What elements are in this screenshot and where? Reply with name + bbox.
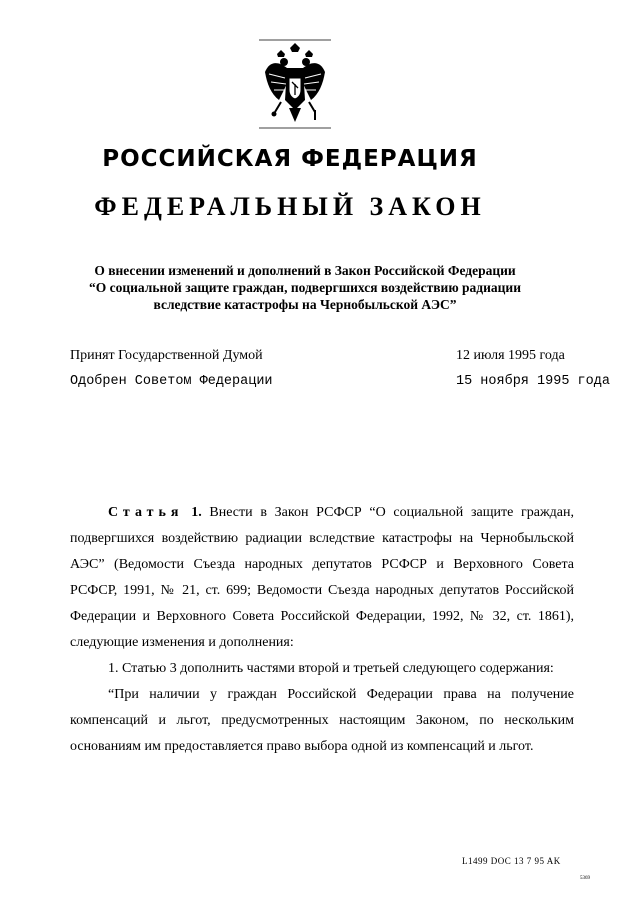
article-number: 1.	[191, 505, 202, 520]
page-mark: 5369	[580, 876, 590, 881]
country-heading: РОССИЙСКАЯ ФЕДЕРАЦИЯ	[102, 146, 478, 172]
adoption-duma-label: Принят Государственной Думой	[70, 348, 263, 363]
russian-coat-of-arms-icon	[257, 38, 333, 130]
law-title-line: О внесении изменений и дополнений в Закон Российской Федерации	[94, 263, 516, 278]
law-title-line: вследствие катастрофы на Чернобыльской АЭС”	[153, 297, 457, 312]
document-code: L1499 DOC 13 7 95 AK	[462, 856, 561, 866]
article-word: Статья	[108, 505, 184, 520]
article-1-intro: Внести в Закон РСФСР “О социальной защите граждан, подвергшихся воздействию радиации вследствие катастрофы на Чернобыльской АЭС” (Ведомости Съезда народных депутатов РСФСР и Верховного Совета РСФСР, 1991, № 21, ст. 699; Ведомости Съезда народных депутатов Российской Федерации и Верховного Совета Российской Федерации, 1992, № 32, ст. 1861), следующие изменения и дополнения:	[70, 505, 575, 650]
article-body	[70, 500, 574, 760]
quote-paragraph: “При наличии у граждан Российской Федерации права на получение компенсаций и льгот, предусмотренных настоящим Законом, по нескольким основаниям им предоставляется право выбора одной из компенсаций и льгот.	[70, 687, 574, 754]
document-type-heading: ФЕДЕРАЛЬНЫЙ ЗАКОН	[94, 192, 486, 221]
adoption-duma-date: 12 июля 1995 года	[456, 348, 565, 363]
adoption-council-label: Одобрен Советом Федерации	[70, 374, 273, 389]
article-1-paragraph	[70, 500, 574, 656]
law-title	[70, 262, 540, 313]
law-title-line: “О социальной защите граждан, подвергшихся воздействию радиации	[89, 280, 521, 295]
adoption-council-date: 15 ноября 1995 года	[456, 374, 610, 389]
item-1-paragraph: 1. Статью 3 дополнить частями второй и третьей следующего содержания:	[108, 661, 554, 676]
